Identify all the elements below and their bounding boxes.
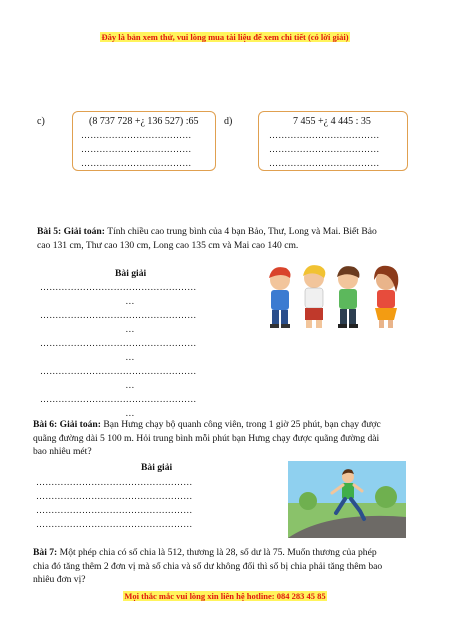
children-illustration xyxy=(262,262,412,334)
part-d-expression: 7 455 +¿ 4 445 : 35 xyxy=(293,116,371,127)
bai5-problem xyxy=(37,225,417,252)
hotline-banner xyxy=(0,586,450,604)
answer-line-end[interactable]: … xyxy=(125,324,135,334)
answer-line[interactable]: …………………………………………… xyxy=(40,310,197,320)
answer-line[interactable]: ……………………………… xyxy=(269,158,380,168)
answer-line-end[interactable]: … xyxy=(125,296,135,306)
answer-line[interactable]: …………………………………………… xyxy=(40,366,197,376)
answer-line-end[interactable]: … xyxy=(125,408,135,418)
answer-line[interactable]: …………………………………………… xyxy=(36,519,193,529)
runner-illustration xyxy=(288,461,406,538)
part-d-box xyxy=(258,111,408,171)
bai7-text-line2: chia đó tăng thêm 2 đơn vị mà số chia và số dư không đổi thì số bị chia phải tăng thêm bao xyxy=(33,560,383,572)
hotline-text: Mọi thắc mắc vui lòng xin liên hệ hotline: 084 283 45 85 xyxy=(124,591,326,601)
answer-line[interactable]: …………………………………………… xyxy=(36,491,193,501)
answer-line[interactable]: …………………………………………… xyxy=(40,394,197,404)
part-c-expression: (8 737 728 +¿ 136 527) :65 xyxy=(89,116,199,127)
part-c-box xyxy=(72,111,216,171)
bai6-text-line1: Bạn Hưng chạy bộ quanh công viên, trong 1 giờ 25 phút, bạn chạy được xyxy=(103,419,381,430)
child-figure xyxy=(337,266,359,328)
child-figure xyxy=(374,266,398,328)
bai5-solution-label: Bài giải xyxy=(115,268,147,279)
bai6-text-line2: quãng đường dài 5 100 m. Hỏi trung bình mỗi phút bạn Hưng chạy được quãng đường dài xyxy=(33,432,380,444)
bai5-title: Bài 5: Giải toán: xyxy=(37,226,105,237)
bai7-problem xyxy=(33,546,423,587)
answer-line[interactable]: ……………………………… xyxy=(269,144,380,154)
child-figure xyxy=(303,265,325,328)
answer-line[interactable]: …………………………………………… xyxy=(40,338,197,348)
answer-line[interactable]: …………………………………………… xyxy=(40,282,197,292)
answer-line[interactable]: ……………………………… xyxy=(81,158,192,168)
bai5-answer-area xyxy=(40,280,230,420)
answer-line[interactable]: ……………………………… xyxy=(269,130,380,140)
answer-line-end[interactable]: … xyxy=(125,352,135,362)
preview-notice-banner xyxy=(0,27,450,45)
answer-line[interactable]: ……………………………… xyxy=(81,144,192,154)
bai5-text-line1: Tính chiều cao trung bình của 4 bạn Bảo, Thư, Long và Mai. Biết Bảo xyxy=(107,226,377,237)
answer-line[interactable]: …………………………………………… xyxy=(36,477,193,487)
bai5-text-line2: cao 131 cm, Thư cao 130 cm, Long cao 135 cm và Mai cao 140 cm. xyxy=(37,239,299,251)
preview-notice-text: Đây là bản xem thử, vui lòng mua tài liệu để xem chi tiết (có lời giải) xyxy=(101,32,349,42)
answer-line-end[interactable]: … xyxy=(125,380,135,390)
bai6-solution-label: Bài giải xyxy=(141,462,173,473)
bai6-title: Bài 6: Giải toán: xyxy=(33,419,101,430)
answer-line[interactable]: …………………………………………… xyxy=(36,505,193,515)
bai7-title: Bài 7: xyxy=(33,547,58,558)
bai6-problem xyxy=(33,418,423,459)
bai7-text-line3: nhiêu đơn vị? xyxy=(33,574,86,585)
bai7-text-line1: Một phép chia có số chia là 512, thương là 28, số dư là 75. Muốn thương của phép xyxy=(59,547,377,558)
child-figure xyxy=(269,267,291,328)
bai6-answer-area xyxy=(36,475,236,531)
part-d-label: d) xyxy=(224,116,233,127)
bai6-text-line3: bao nhiêu mét? xyxy=(33,446,92,457)
answer-line[interactable]: ……………………………… xyxy=(81,130,192,140)
part-c-label: c) xyxy=(37,116,45,127)
